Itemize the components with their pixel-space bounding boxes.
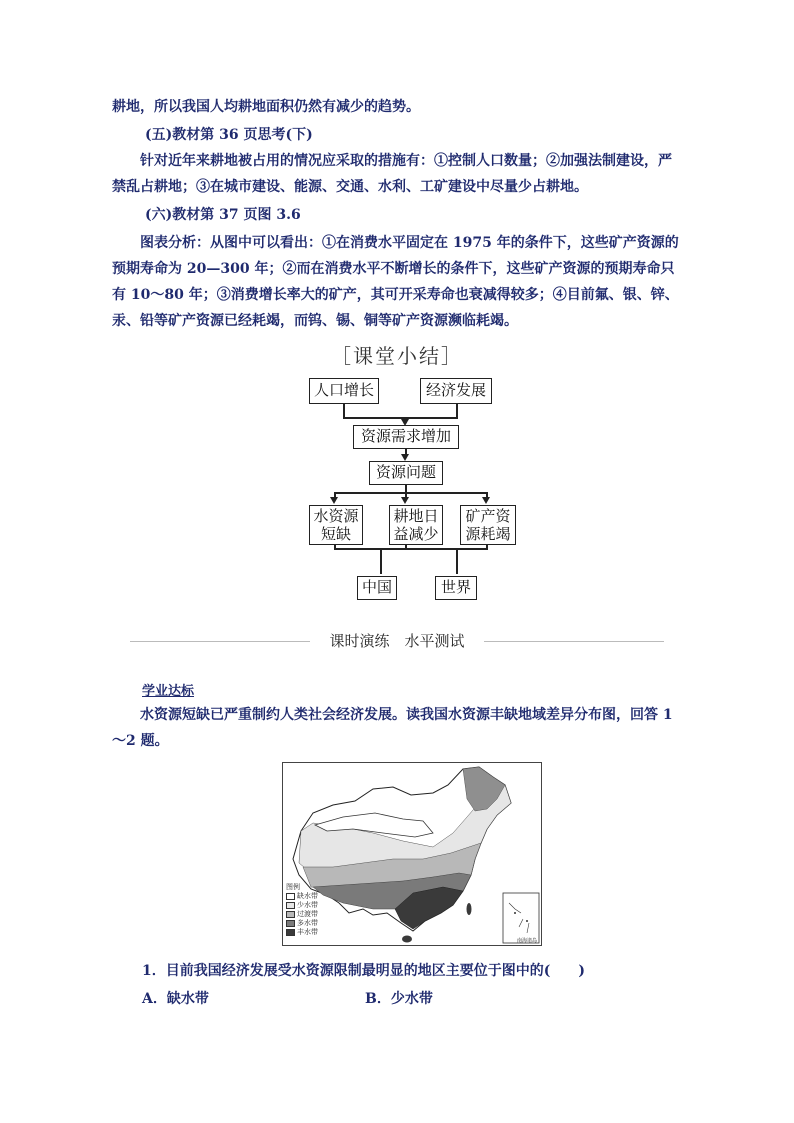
box-line: 耕地日: [393, 507, 439, 525]
legend-item: [286, 901, 318, 910]
box-demand: 资源需求增加: [353, 425, 459, 449]
legend-swatch: [286, 911, 295, 918]
legend-item: [286, 928, 318, 937]
legend-label: 少水带: [297, 901, 318, 909]
connector: [343, 404, 345, 418]
paragraph-chart-analysis: 图表分析：从图中可以看出：①在消费水平固定在 1975 年的条件下，这些矿产资源的预期寿命为 20—300 年；②而在消费水平不断增长的条件下，这些矿产资源的预期寿命只有 10～80 年；③消费增长率大的矿产，其可开采寿命也衰减得较多；④目前氟、银、锌、汞、铅等矿产资源已经耗竭，而钨、锡、铜等矿产资源濒临耗竭。: [112, 235, 679, 329]
arrow-icon: [330, 497, 338, 504]
box-line: 益减少: [393, 525, 439, 543]
china-water-map: [282, 762, 542, 946]
legend-item: [286, 892, 318, 901]
option-a[interactable]: A．缺水带: [142, 991, 209, 1007]
summary-title: ［课堂小结］: [331, 344, 463, 368]
legend-label: 过渡带: [297, 910, 318, 918]
legend-swatch: [286, 929, 295, 936]
legend-swatch: [286, 893, 295, 900]
legend-label: 缺水带: [297, 892, 318, 900]
heading-six: (六)教材第 37 页图 3.6: [145, 207, 301, 223]
legend-swatch: [286, 902, 295, 909]
section-divider-title: 课时演练 水平测试: [329, 632, 465, 650]
box-water-shortage: [309, 505, 363, 545]
arrow-icon: [401, 497, 409, 504]
arrow-icon: [401, 454, 409, 461]
legend-item: [286, 910, 318, 919]
heading-five: (五)教材第 36 页思考(下): [145, 127, 313, 143]
map-graphic: [283, 763, 541, 945]
box-farmland-decline: [389, 505, 443, 545]
box-line: 矿产资: [465, 507, 511, 525]
connector: [456, 548, 458, 574]
paragraph-measures: 针对近年来耕地被占用的情况应采取的措施有：①控制人口数量；②加强法制建设，严禁乱占耕地；③在城市建设、能源、交通、水利、工矿建设中尽量少占耕地。: [112, 153, 672, 195]
question-1: 1．目前我国经济发展受水资源限制最明显的地区主要位于图中的( ): [142, 963, 585, 979]
box-mineral-depletion: [460, 505, 516, 545]
box-china: 中国: [357, 576, 397, 600]
legend-swatch: [286, 920, 295, 927]
box-economy: 经济发展: [420, 378, 492, 404]
option-b[interactable]: B．少水带: [365, 991, 433, 1007]
connector: [380, 548, 382, 574]
connector: [456, 404, 458, 418]
connector: [334, 492, 488, 494]
box-world: 世界: [435, 576, 477, 600]
box-line: 源耗竭: [465, 525, 511, 543]
connector: [334, 548, 488, 550]
question-intro: 水资源短缺已严重制约人类社会经济发展。读我国水资源丰缺地域差异分布图，回答 1～2 题。: [112, 707, 673, 749]
arrow-icon: [482, 497, 490, 504]
paragraph-continuation: 耕地，所以我国人均耕地面积仍然有减少的趋势。: [112, 99, 420, 115]
box-problem: 资源问题: [369, 461, 443, 485]
legend-title: 图例: [286, 883, 300, 891]
box-population: 人口增长: [309, 378, 379, 404]
map-legend: [286, 883, 318, 937]
legend-label: 多水带: [297, 919, 318, 927]
inset-label: 南海诸岛: [516, 938, 537, 944]
section-tag: 学业达标: [142, 684, 195, 699]
legend-item: [286, 919, 318, 928]
legend-label: 丰水带: [297, 928, 318, 936]
box-line: 水资源: [313, 507, 359, 525]
box-line: 短缺: [320, 525, 351, 543]
